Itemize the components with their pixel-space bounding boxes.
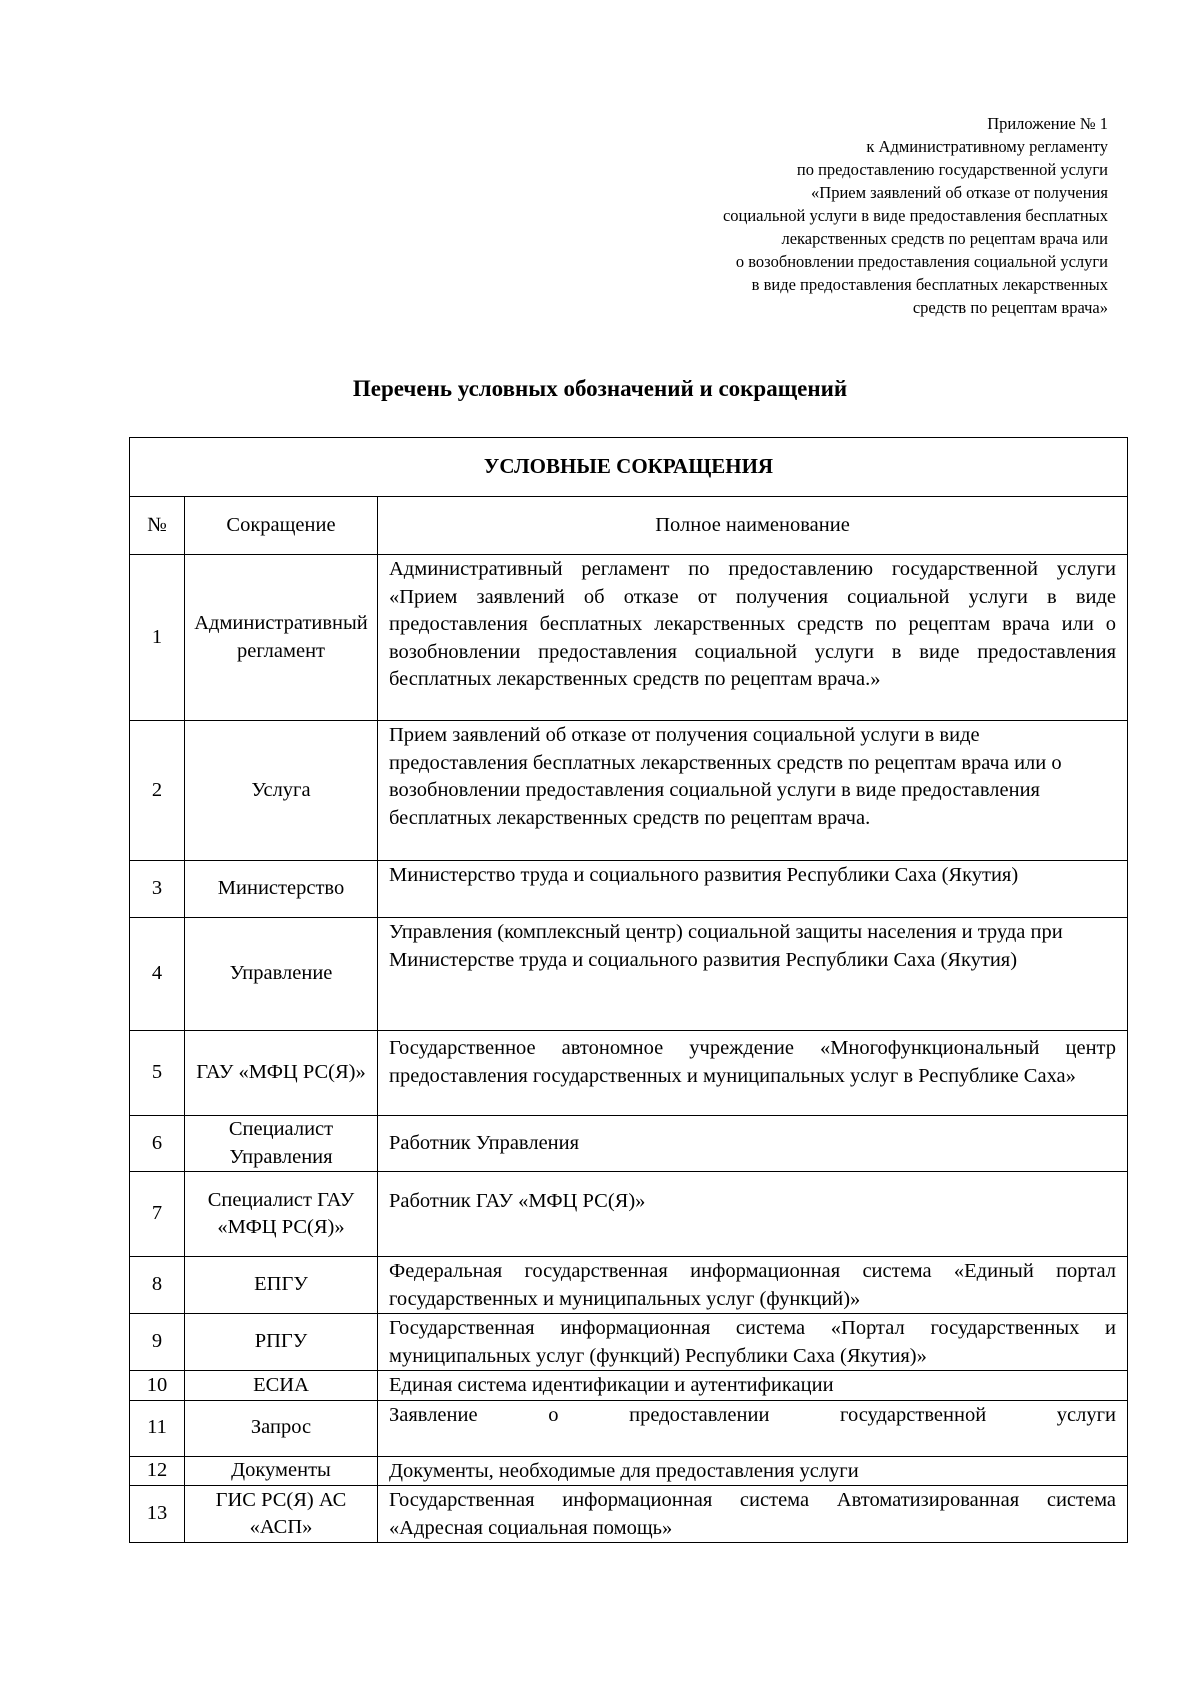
row-full-name: Государственное автономное учреждение «Многофункциональный центр предоставления государственных и муниципальных услуг в Республике Саха» (378, 1031, 1128, 1116)
row-abbreviation: Услуга (185, 721, 378, 861)
table-row (130, 1486, 1128, 1543)
row-number: 4 (130, 918, 185, 1031)
row-abbreviation: Документы (185, 1456, 378, 1486)
table-row (130, 1172, 1128, 1257)
row-number: 13 (130, 1486, 185, 1543)
row-abbreviation: ЕСИА (185, 1371, 378, 1401)
table-row (130, 861, 1128, 918)
row-number: 12 (130, 1456, 185, 1486)
appendix-line: средств по рецептам врача» (912, 298, 1108, 317)
appendix-line: по предоставлению государственной услуги (796, 160, 1108, 179)
row-number: 9 (130, 1314, 185, 1371)
row-abbreviation: Административный регламент (185, 555, 378, 721)
row-abbreviation: РПГУ (185, 1314, 378, 1371)
row-full-name: Прием заявлений об отказе от получения социальной услуги в виде предоставления бесплатных лекарственных средств по рецептам врача или о возобновлении предоставления социальной услуги в виде предоставления бесплатных лекарственных средств по рецептам врача. (378, 721, 1128, 861)
appendix-line: о возобновлении предоставления социальной услуги (735, 252, 1108, 271)
row-full-name: Государственная информационная система Автоматизированная система «Адресная социальная помощь» (378, 1486, 1128, 1543)
row-number: 3 (130, 861, 185, 918)
abbreviations-table (129, 437, 1128, 1543)
row-full-name: Министерство труда и социального развития Республики Саха (Якутия) (378, 861, 1128, 918)
table-row (130, 1371, 1128, 1401)
row-abbreviation: ЕПГУ (185, 1257, 378, 1314)
row-full-name: Федеральная государственная информационная система «Единый портал государственных и муниципальных услуг (функций)» (378, 1257, 1128, 1314)
row-abbreviation: Управление (185, 918, 378, 1031)
table-row (130, 1257, 1128, 1314)
row-full-name: Работник ГАУ «МФЦ РС(Я)» (378, 1172, 1128, 1257)
row-number: 10 (130, 1371, 185, 1401)
row-number: 2 (130, 721, 185, 861)
table-row (130, 555, 1128, 721)
row-number: 8 (130, 1257, 185, 1314)
document-title: Перечень условных обозначений и сокращений (352, 376, 848, 401)
column-header-abbreviation: Сокращение (185, 497, 378, 555)
appendix-line: к Административному регламенту (866, 137, 1108, 156)
row-number: 1 (130, 555, 185, 721)
row-full-name: Административный регламент по предоставлению государственной услуги «Прием заявлений об отказе от получения социальной услуги в виде предоставления бесплатных лекарственных средств по рецептам врача или о возобновлении предоставления социальной услуги в виде предоставления бесплатных лекарственных средств по рецептам врача.» (378, 555, 1128, 721)
appendix-line: социальной услуги в виде предоставления бесплатных (722, 206, 1108, 225)
appendix-header (588, 112, 1108, 319)
table-section-header-row (130, 438, 1128, 497)
appendix-line: «Прием заявлений об отказе от получения (811, 183, 1108, 202)
column-header-full-name: Полное наименование (378, 497, 1128, 555)
column-header-number: № (130, 497, 185, 555)
row-full-name: Государственная информационная система «Портал государственных и муниципальных услуг (функций) Республики Саха (Якутия)» (378, 1314, 1128, 1371)
row-number: 11 (130, 1400, 185, 1456)
row-abbreviation: ГАУ «МФЦ РС(Я)» (185, 1031, 378, 1116)
row-abbreviation: Запрос (185, 1400, 378, 1456)
row-full-name: Заявление о предоставлении государственной услуги (378, 1400, 1128, 1456)
table-row (130, 1116, 1128, 1172)
table-row (130, 918, 1128, 1031)
row-full-name: Управления (комплексный центр) социальной защиты населения и труда при Министерстве труда и социального развития Республики Саха (Якутия) (378, 918, 1128, 1031)
row-abbreviation: Министерство (185, 861, 378, 918)
table-section-title: УСЛОВНЫЕ СОКРАЩЕНИЯ (130, 438, 1128, 497)
table-row (130, 1031, 1128, 1116)
row-abbreviation: Специалист ГАУ «МФЦ РС(Я)» (185, 1172, 378, 1257)
appendix-line: в виде предоставления бесплатных лекарственных (751, 275, 1108, 294)
table-row (130, 1456, 1128, 1486)
row-abbreviation: ГИС РС(Я) АС «АСП» (185, 1486, 378, 1543)
appendix-line: лекарственных средств по рецептам врача или (781, 229, 1108, 248)
row-number: 7 (130, 1172, 185, 1257)
table-row (130, 1400, 1128, 1456)
row-full-name: Документы, необходимые для предоставления услуги (378, 1456, 1128, 1486)
row-full-name: Работник Управления (378, 1116, 1128, 1172)
appendix-line: Приложение № 1 (987, 114, 1108, 133)
row-abbreviation: Специалист Управления (185, 1116, 378, 1172)
table-column-header-row (130, 497, 1128, 555)
row-number: 5 (130, 1031, 185, 1116)
row-full-name: Единая система идентификации и аутентификации (378, 1371, 1128, 1401)
table-row (130, 721, 1128, 861)
row-number: 6 (130, 1116, 185, 1172)
table-row (130, 1314, 1128, 1371)
